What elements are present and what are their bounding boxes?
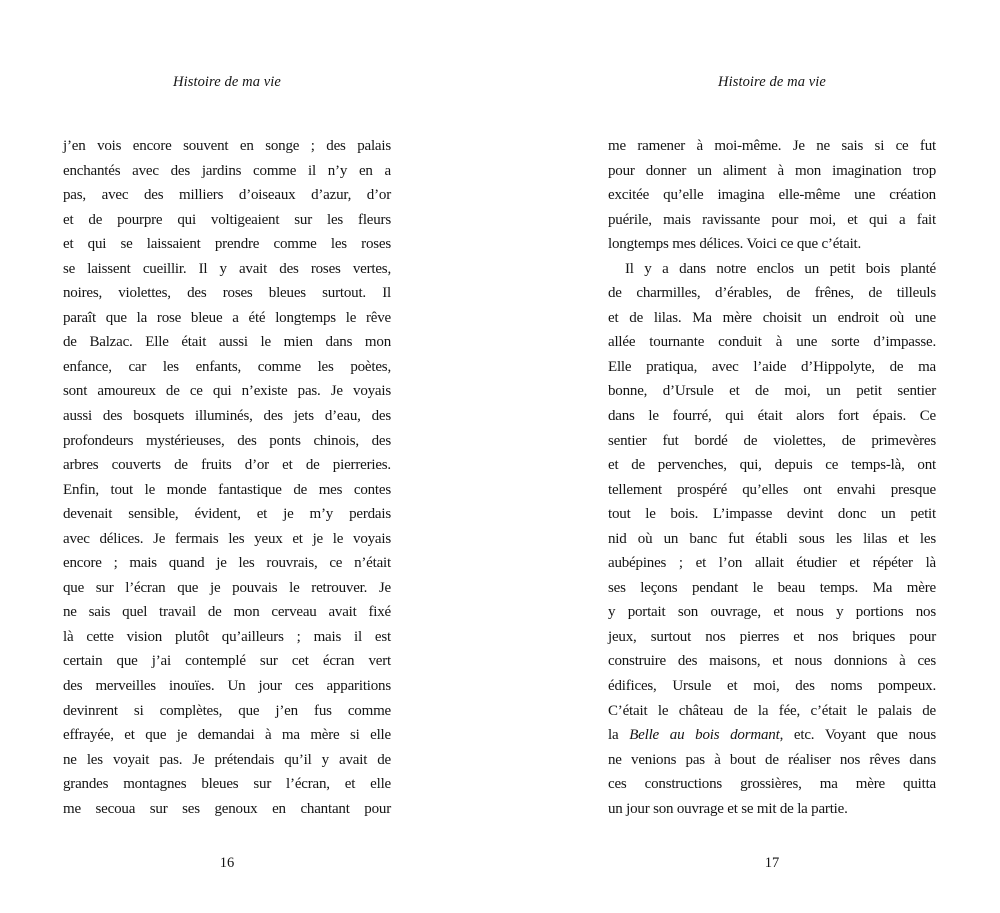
text-line: Enfin, tout le monde fantastique de mes contes xyxy=(63,481,391,498)
text-line: de charmilles, d’érables, de frênes, de tilleuls xyxy=(608,285,936,302)
text-line: ne venions pas à bout de réaliser nos rêves dans xyxy=(608,751,936,768)
text-line: avec délices. Je fermais les yeux et je le voyais xyxy=(63,530,391,547)
text-line: paraît que la rose bleue a été longtemps le rêve xyxy=(63,309,391,326)
text-line: Elle pratiqua, avec l’aide d’Hippolyte, de ma xyxy=(608,358,936,375)
text-line: puérile, mais ravissante pour moi, et qui a fait xyxy=(608,211,936,228)
text-line: sentier fut bordé de violettes, de primevères xyxy=(608,432,936,449)
text-line: dans le fourré, qui était alors fort épais. Ce xyxy=(608,408,936,425)
text-line: grandes montagnes bleues sur l’écran, et elle xyxy=(63,776,391,793)
text-line: pas, avec des milliers d’oiseaux d’azur, d’or xyxy=(63,187,391,204)
text-line: ces constructions grossières, ma mère quitta xyxy=(608,776,936,793)
text-line: construire des maisons, et nous donnions à ces xyxy=(608,653,936,670)
page-body-left xyxy=(63,134,391,821)
page-body-right xyxy=(608,134,936,821)
text-line: me ramener à moi-même. Je ne sais si ce fut xyxy=(608,138,936,154)
text-line: noires, violettes, des roses bleues surtout. Il xyxy=(63,285,391,302)
text-line: de Balzac. Elle était aussi le mien dans mon xyxy=(63,334,391,351)
running-header-left: Histoire de ma vie xyxy=(173,74,281,90)
text-line: devinrent si complètes, que j’en fus comme xyxy=(63,702,391,719)
page-number-left: 16 xyxy=(219,855,235,871)
text-line: me secoua sur ses genoux en chantant pour xyxy=(63,800,391,817)
text-line: et qui se laissaient prendre comme les roses xyxy=(63,236,391,253)
text-line: excitée qu’elle imagina elle-même une création xyxy=(608,187,936,204)
text-line: des merveilles inouïes. Un jour ces apparitions xyxy=(63,678,391,695)
text-line: effrayée, et que je demandai à ma mère si elle xyxy=(63,727,391,744)
text-line: devenait sensible, évident, et je m’y perdais xyxy=(63,506,391,523)
text-line: tellement prospéré qu’elles ont envahi presque xyxy=(608,481,936,498)
text-line: longtemps mes délices. Voici ce que c’était. xyxy=(608,236,862,253)
running-header-right: Histoire de ma vie xyxy=(718,74,826,90)
text-line: Il y a dans notre enclos un petit bois planté xyxy=(625,260,936,277)
text-line: là cette vision plutôt qu’ailleurs ; mais il est xyxy=(63,628,391,645)
text-line: j’en vois encore souvent en songe ; des palais xyxy=(63,138,391,154)
text-line: et de pourpre qui voltigeaient sur les fleurs xyxy=(63,211,391,228)
text-line: ne les voyait pas. Je prétendais qu’il y avait de xyxy=(63,751,391,768)
page-number-right: 17 xyxy=(764,855,780,871)
text-line: enfance, car les enfants, comme les poètes, xyxy=(63,358,391,375)
text-line: tout le bois. L’impasse devint donc un petit xyxy=(608,506,936,523)
text-line: et de pervenches, qui, depuis ce temps-là, ont xyxy=(608,457,936,474)
text-line: C’était le château de la fée, c’était le palais de xyxy=(608,702,936,719)
text-line: bonne, d’Ursule et de moi, un petit sentier xyxy=(608,383,936,400)
text-line: sont amoureux de ce qui n’existe pas. Je voyais xyxy=(63,383,391,400)
text-line: profondeurs mystérieuses, des ponts chinois, des xyxy=(63,432,391,449)
text-line: certain que j’ai contemplé sur cet écran vert xyxy=(63,653,391,670)
text-line: se laissent cueillir. Il y avait des roses vertes, xyxy=(63,260,391,277)
text-line: un jour son ouvrage et se mit de la partie. xyxy=(608,800,848,817)
text-line: nid où un banc fut établi sous les lilas et les xyxy=(608,530,936,547)
right-page xyxy=(608,0,936,913)
text-line xyxy=(608,723,936,748)
left-page xyxy=(63,0,391,913)
text-segment: la xyxy=(608,727,630,744)
text-segment: , etc. Voyant que nous xyxy=(779,727,936,744)
text-line: allée tournante conduit à une sorte d’impasse. xyxy=(608,334,936,351)
text-line: édifices, Ursule et moi, des noms pompeux. xyxy=(608,678,936,695)
italic-book-title: Belle au bois dormant xyxy=(629,727,780,744)
text-line: et de lilas. Ma mère choisit un endroit où une xyxy=(608,309,936,326)
text-line: ne sais quel travail de mon cerveau avait fixé xyxy=(63,604,391,621)
text-line: aubépines ; et l’on allait étudier et répéter là xyxy=(608,555,936,572)
text-line: jeux, surtout nos pierres et nos briques pour xyxy=(608,628,936,645)
text-line: y portait son ouvrage, et nous y portions nos xyxy=(608,604,936,621)
text-line: ses leçons pendant le beau temps. Ma mère xyxy=(608,579,936,596)
text-line: enchantés avec des jardins comme il n’y en a xyxy=(63,162,391,179)
text-line: que sur l’écran que je pouvais le retrouver. Je xyxy=(63,579,391,596)
text-line: arbres couverts de fruits d’or et de pierreries. xyxy=(63,457,391,474)
text-line: aussi des bosquets illuminés, des jets d’eau, des xyxy=(63,408,391,425)
text-line: pour donner un aliment à mon imagination trop xyxy=(608,162,936,179)
text-line: encore ; mais quand je les rouvrais, ce n’était xyxy=(63,555,391,572)
